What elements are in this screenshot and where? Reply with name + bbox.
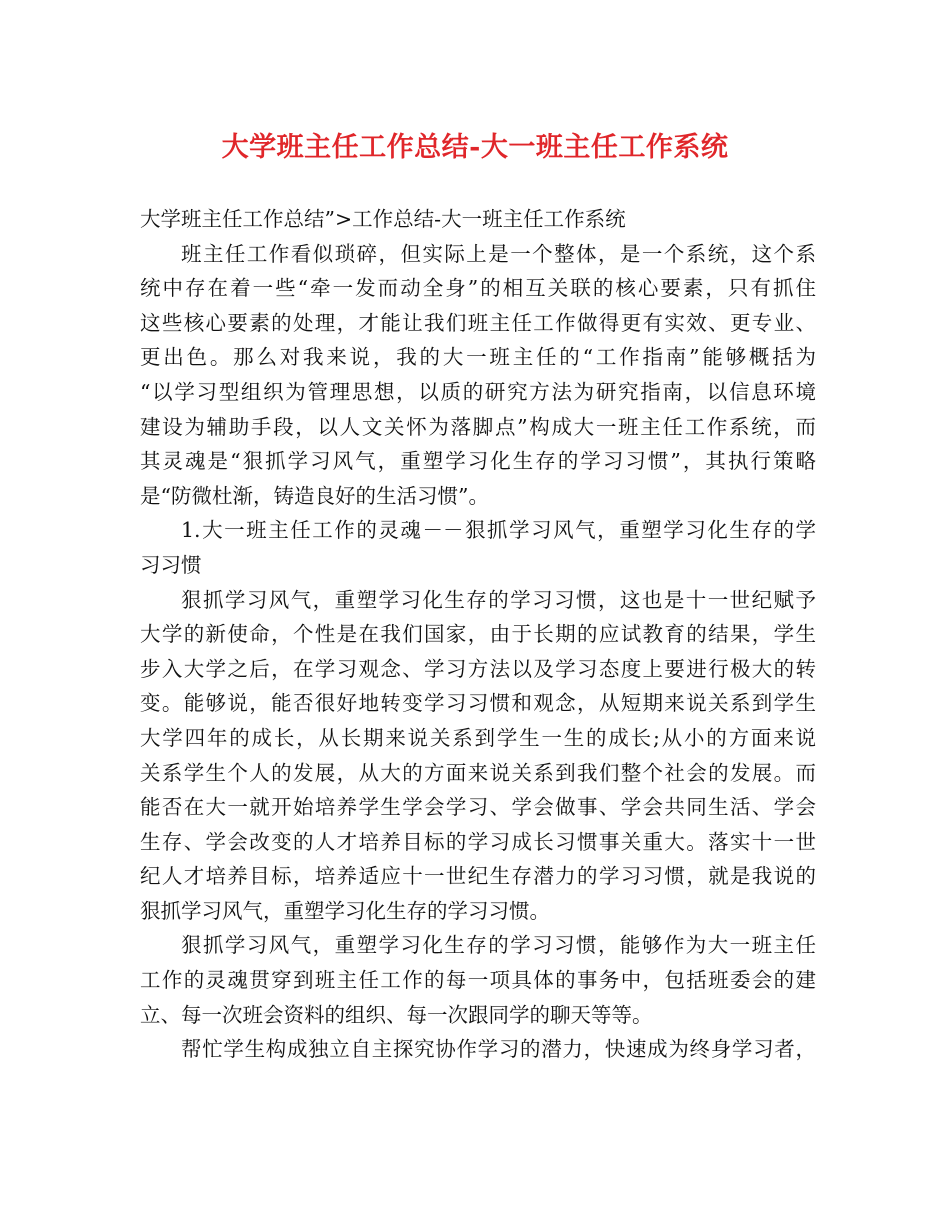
text-line: 狠抓学习风气，重塑学习化生存的学习习惯，能够作为大一班主任: [181, 933, 816, 958]
text-line: 大学的新使命，个性是在我们国家，由于长期的应试教育的结果，学生: [140, 622, 816, 647]
document-body: [140, 202, 816, 1067]
text-line: 步入大学之后，在学习观念、学习方法以及学习态度上要进行极大的转: [140, 656, 816, 681]
text-line: “以学习型组织为管理思想，以质的研究方法为研究指南，以信息环境: [140, 379, 816, 404]
text-line: 能否在大一就开始培养学生学会学习、学会做事、学会共同生活、学会: [140, 795, 816, 820]
text-line: 帮忙学生构成独立自主探究协作学习的潜力，快速成为终身学习者，: [181, 1037, 816, 1062]
text-line: 统中存在着一些“牵一发而动全身”的相互关联的核心要素，只有抓住: [140, 276, 816, 301]
text-line: 建设为辅助手段，以人文关怀为落脚点”构成大一班主任工作系统，而: [140, 414, 816, 439]
text-line: 班主任工作看似琐碎，但实际上是一个整体，是一个系统，这个系: [181, 241, 816, 266]
text-line: 大学四年的成长，从长期来说关系到学生一生的成长;从小的方面来说: [140, 725, 816, 750]
text-line: 这些核心要素的处理，才能让我们班主任工作做得更有实效、更专业、: [140, 310, 816, 335]
text-line: 狠抓学习风气，重塑学习化生存的学习习惯。: [140, 898, 550, 923]
text-line: 生存、学会改变的人才培养目标的学习成长习惯事关重大。落实十一世: [140, 829, 816, 854]
text-line: 关系学生个人的发展，从大的方面来说关系到我们整个社会的发展。而: [140, 760, 816, 785]
text-line: 是“防微杜渐，铸造良好的生活习惯”。: [140, 483, 489, 508]
text-line: 纪人才培养目标，培养适应十一世纪生存潜力的学习习惯，就是我说的: [140, 864, 816, 889]
section-heading-line: 1.大一班主任工作的灵魂－－狠抓学习风气，重塑学习化生存的学: [181, 518, 816, 543]
section-heading-line: 习习惯: [140, 552, 202, 577]
document-title: 大学班主任工作总结-大一班主任工作系统: [221, 132, 729, 163]
text-line: 立、每一次班会资料的组织、每一次跟同学的聊天等等。: [140, 1002, 653, 1027]
text-line: 更出色。那么对我来说，我的大一班主任的“工作指南”能够概括为: [140, 345, 816, 370]
text-line: 变。能够说，能否很好地转变学习习惯和观念，从短期来说关系到学生: [140, 691, 816, 716]
text-line: 狠抓学习风气，重塑学习化生存的学习习惯，这也是十一世纪赋予: [181, 587, 816, 612]
text-line: 大学班主任工作总结”>工作总结-大一班主任工作系统: [140, 207, 626, 231]
text-line: 工作的灵魂贯穿到班主任工作的每一项具体的事务中，包括班委会的建: [140, 968, 816, 993]
text-line: 其灵魂是“狠抓学习风气，重塑学习化生存的学习习惯”，其执行策略: [140, 449, 816, 474]
